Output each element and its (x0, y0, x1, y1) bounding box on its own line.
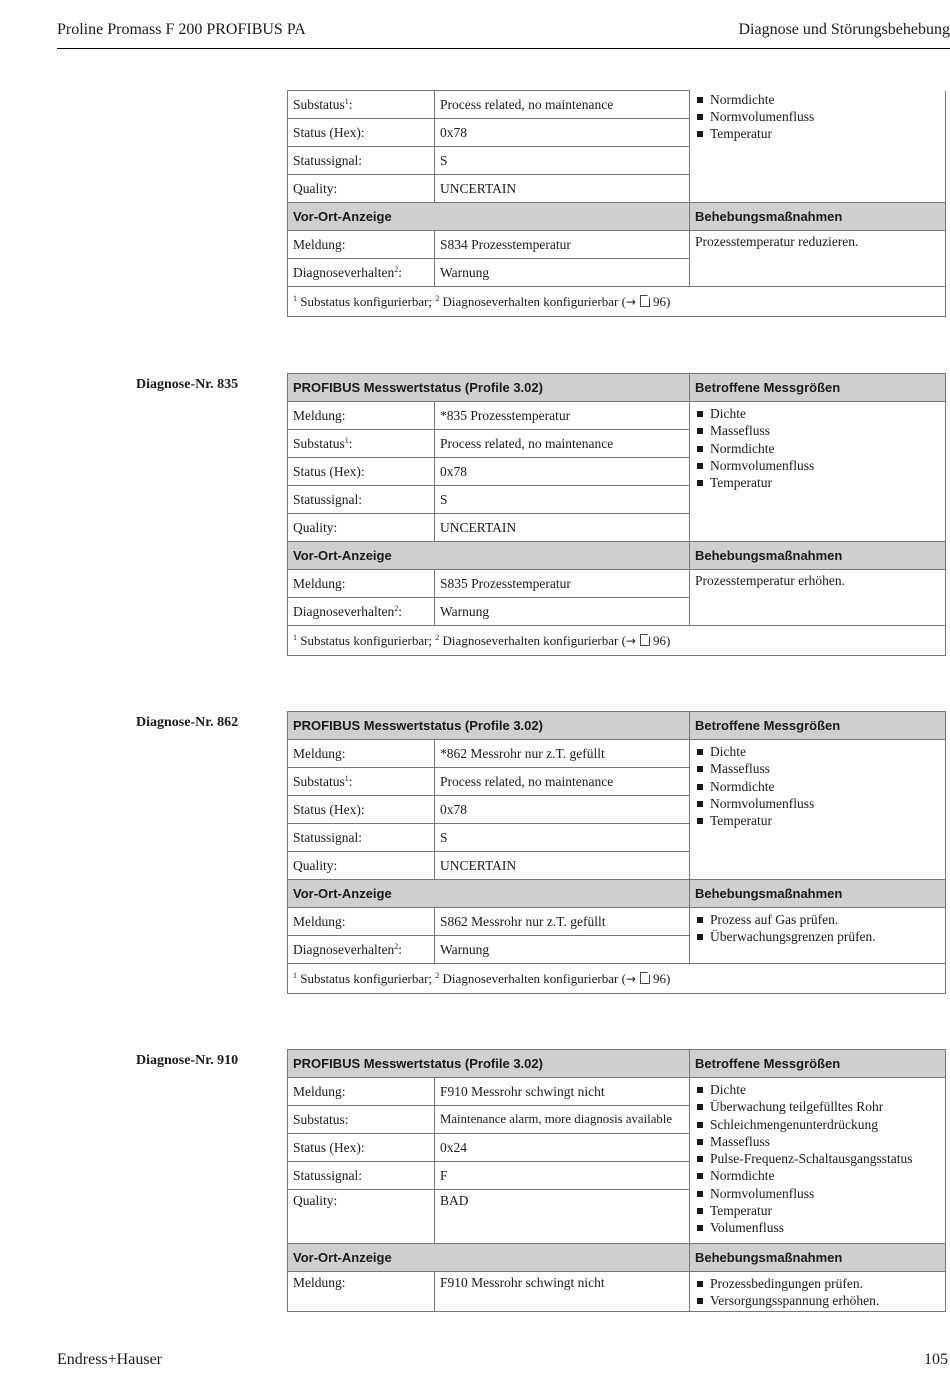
label-status-hex: Status (Hex): (288, 796, 435, 824)
header-betroffene-messgroessen: Betroffene Messgrößen (690, 712, 946, 740)
value-status-hex: 0x24 (435, 1134, 690, 1162)
header-behebungsmassnahmen: Behebungsmaßnahmen (690, 1244, 946, 1272)
value-substatus: Process related, no maintenance (435, 430, 690, 458)
measured-variables-cell (690, 740, 946, 880)
header-betroffene-messgroessen: Betroffene Messgrößen (690, 1050, 946, 1078)
value-quality: BAD (435, 1190, 690, 1244)
list-item: Prozess auf Gas prüfen. (695, 911, 940, 928)
arrow-right-icon: → (625, 633, 636, 648)
list-item: Normdichte (695, 778, 940, 795)
list-item: Normdichte (695, 440, 940, 457)
list-item: Pulse-Frequenz-Schaltausgangsstatus (695, 1150, 940, 1167)
label-quality: Quality: (288, 852, 435, 880)
label-meldung: Meldung: (288, 402, 435, 430)
value-status-hex: 0x78 (435, 796, 690, 824)
remedy-text: Prozesstemperatur reduzieren. (690, 231, 946, 287)
label-meldung: Meldung: (288, 570, 435, 598)
header-profibus-status: PROFIBUS Messwertstatus (Profile 3.02) (288, 1050, 690, 1078)
label-diagnoseverhalten: Diagnoseverhalten$^2$: (288, 936, 435, 964)
value-statussignal: F (435, 1162, 690, 1190)
value-quality: UNCERTAIN (435, 175, 690, 203)
list-item: Temperatur (695, 812, 940, 829)
label-statussignal: Statussignal: (288, 824, 435, 852)
measured-variables-list (695, 405, 940, 491)
value-meldung-local: S834 Prozesstemperatur (435, 231, 690, 259)
measured-variables-cell (690, 91, 946, 203)
measured-variables-list (695, 743, 940, 829)
table-footnote: $^1$ Substatus konfigurierbar; $^2$ Diagnoseverhalten konfigurierbar (→ 96) (288, 287, 946, 317)
value-meldung-local: F910 Messrohr schwingt nicht (435, 1272, 690, 1312)
list-item: Normvolumenfluss (695, 795, 940, 812)
measured-variables-cell (690, 1078, 946, 1244)
page-reference-icon (640, 634, 650, 646)
label-diagnoseverhalten: Diagnoseverhalten$^2$: (288, 598, 435, 626)
footer-company: Endress+Hauser (57, 1351, 162, 1368)
diagnose-table-835 (287, 373, 946, 656)
label-substatus: Substatus$^1$: (288, 91, 435, 119)
label-substatus: Substatus: (288, 1106, 435, 1134)
list-item: Normvolumenfluss (695, 1185, 940, 1202)
label-meldung: Meldung: (288, 1272, 435, 1312)
list-item: Normdichte (695, 91, 940, 108)
remedy-text: Prozesstemperatur erhöhen. (690, 570, 946, 626)
remedy-list (695, 1275, 940, 1310)
list-item: Massefluss (695, 1133, 940, 1150)
value-statussignal: S (435, 486, 690, 514)
measured-variables-list (695, 1081, 940, 1237)
list-item: Dichte (695, 1081, 940, 1098)
remedy-cell (690, 908, 946, 964)
value-statussignal: S (435, 147, 690, 175)
list-item: Überwachung teilgefülltes Rohr (695, 1098, 940, 1115)
list-item: Schleichmengenunterdrückung (695, 1116, 940, 1133)
value-diagnoseverhalten: Warnung (435, 598, 690, 626)
list-item: Temperatur (695, 474, 940, 491)
label-quality: Quality: (288, 1190, 435, 1244)
value-quality: UNCERTAIN (435, 514, 690, 542)
label-quality: Quality: (288, 514, 435, 542)
label-substatus: Substatus$^1$: (288, 430, 435, 458)
label-meldung: Meldung: (288, 1078, 435, 1106)
list-item: Massefluss (695, 422, 940, 439)
header-behebungsmassnahmen: Behebungsmaßnahmen (690, 880, 946, 908)
value-meldung-local: S835 Prozesstemperatur (435, 570, 690, 598)
list-item: Temperatur (695, 125, 940, 142)
label-statussignal: Statussignal: (288, 147, 435, 175)
list-item: Volumenfluss (695, 1219, 940, 1236)
measured-variables-cell (690, 402, 946, 542)
header-document-title: Proline Promass F 200 PROFIBUS PA (57, 21, 306, 38)
value-status-hex: 0x78 (435, 458, 690, 486)
label-status-hex: Status (Hex): (288, 1134, 435, 1162)
value-status-hex: 0x78 (435, 119, 690, 147)
label-statussignal: Statussignal: (288, 1162, 435, 1190)
value-meldung: *862 Messrohr nur z.T. gefüllt (435, 740, 690, 768)
diagnose-table-834 (287, 90, 946, 317)
label-meldung: Meldung: (288, 908, 435, 936)
list-item: Normvolumenfluss (695, 108, 940, 125)
list-item: Dichte (695, 405, 940, 422)
diagnose-number-835: Diagnose-Nr. 835 (136, 377, 239, 392)
header-profibus-status: PROFIBUS Messwertstatus (Profile 3.02) (288, 374, 690, 402)
list-item: Dichte (695, 743, 940, 760)
header-profibus-status: PROFIBUS Messwertstatus (Profile 3.02) (288, 712, 690, 740)
arrow-right-icon: → (625, 971, 636, 986)
header-vor-ort-anzeige: Vor-Ort-Anzeige (288, 542, 690, 570)
value-statussignal: S (435, 824, 690, 852)
label-quality: Quality: (288, 175, 435, 203)
label-diagnoseverhalten: Diagnoseverhalten$^2$: (288, 259, 435, 287)
value-substatus: Process related, no maintenance (435, 768, 690, 796)
page-reference-icon (640, 295, 650, 307)
value-diagnoseverhalten: Warnung (435, 259, 690, 287)
value-substatus: Process related, no maintenance (435, 91, 690, 119)
table-footnote: $^1$ Substatus konfigurierbar; $^2$ Diagnoseverhalten konfigurierbar (→ 96) (288, 626, 946, 656)
header-vor-ort-anzeige: Vor-Ort-Anzeige (288, 880, 690, 908)
footer-page-number: 105 (924, 1351, 948, 1368)
list-item: Temperatur (695, 1202, 940, 1219)
list-item: Normdichte (695, 1167, 940, 1184)
value-substatus: Maintenance alarm, more diagnosis available (435, 1106, 690, 1134)
list-item: Überwachungsgrenzen prüfen. (695, 928, 940, 945)
header-divider (57, 48, 950, 49)
label-meldung: Meldung: (288, 740, 435, 768)
value-meldung: *835 Prozesstemperatur (435, 402, 690, 430)
header-vor-ort-anzeige: Vor-Ort-Anzeige (288, 203, 690, 231)
value-quality: UNCERTAIN (435, 852, 690, 880)
arrow-right-icon: → (625, 294, 636, 309)
header-vor-ort-anzeige: Vor-Ort-Anzeige (288, 1244, 690, 1272)
measured-variables-list (695, 91, 940, 143)
header-behebungsmassnahmen: Behebungsmaßnahmen (690, 203, 946, 231)
diagnose-number-910: Diagnose-Nr. 910 (136, 1053, 239, 1068)
label-statussignal: Statussignal: (288, 486, 435, 514)
diagnose-table-910 (287, 1049, 946, 1312)
list-item: Normvolumenfluss (695, 457, 940, 474)
value-diagnoseverhalten: Warnung (435, 936, 690, 964)
label-meldung: Meldung: (288, 231, 435, 259)
diagnose-number-862: Diagnose-Nr. 862 (136, 715, 239, 730)
table-footnote: $^1$ Substatus konfigurierbar; $^2$ Diagnoseverhalten konfigurierbar (→ 96) (288, 964, 946, 994)
page-reference-icon (640, 972, 650, 984)
header-section-title: Diagnose und Störungsbehebung (738, 21, 950, 38)
diagnose-table-862 (287, 711, 946, 994)
remedy-list (695, 911, 940, 946)
list-item: Massefluss (695, 760, 940, 777)
remedy-cell (690, 1272, 946, 1312)
label-substatus: Substatus$^1$: (288, 768, 435, 796)
label-status-hex: Status (Hex): (288, 458, 435, 486)
label-status-hex: Status (Hex): (288, 119, 435, 147)
list-item: Versorgungsspannung erhöhen. (695, 1292, 940, 1309)
list-item: Prozessbedingungen prüfen. (695, 1275, 940, 1292)
header-betroffene-messgroessen: Betroffene Messgrößen (690, 374, 946, 402)
value-meldung: F910 Messrohr schwingt nicht (435, 1078, 690, 1106)
value-meldung-local: S862 Messrohr nur z.T. gefüllt (435, 908, 690, 936)
header-behebungsmassnahmen: Behebungsmaßnahmen (690, 542, 946, 570)
